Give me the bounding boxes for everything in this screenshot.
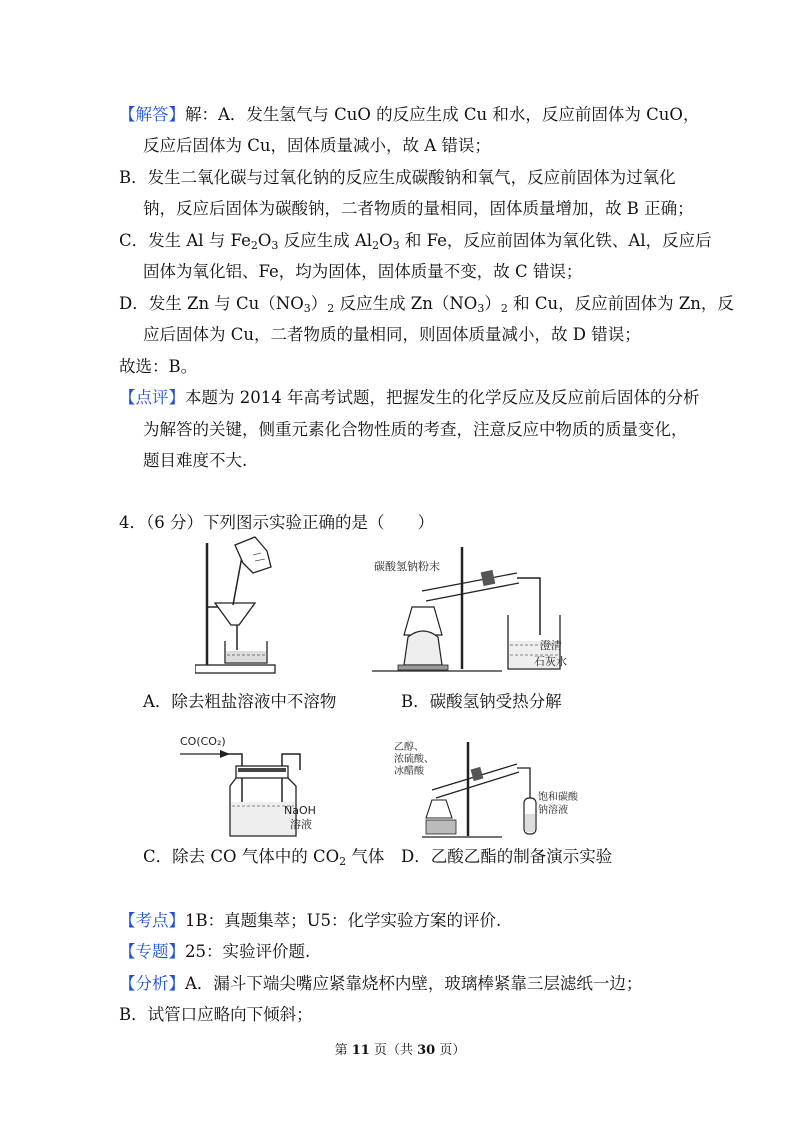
answer-line-2: 反应后固体为 Cu，固体质量减小，故 A 错误；	[143, 136, 491, 155]
option-d: D．乙酸乙酯的制备演示实验	[401, 847, 613, 866]
label-acetic-acid: 冰醋酸	[394, 766, 424, 777]
total-pages: 30	[417, 1043, 436, 1058]
label-sodium-solution: 钠溶液	[538, 805, 568, 816]
comment-line-3: 题目难度不大.	[143, 451, 248, 470]
label-clear-1: 澄清	[540, 639, 562, 652]
answer-line-c2: 固体为氧化铝、Fe，均为固体，固体质量不变，故 C 错误；	[143, 262, 583, 281]
key-point-tag: 【考点】	[119, 911, 185, 930]
label-saturated-carbonate: 饱和碳酸	[538, 792, 578, 803]
analysis-tag: 【分析】	[119, 974, 185, 993]
answer-line-1: 【解答】解：A．发生氢气与 CuO 的反应生成 Cu 和水，反应前固体为 CuO，	[119, 105, 700, 124]
label-solution: 溶液	[290, 818, 312, 831]
figure-d-ester-prep	[392, 738, 582, 840]
label-gas-mixture: CO(CO₂)	[180, 735, 226, 748]
option-b: B．碳酸氢钠受热分解	[401, 692, 562, 711]
answer-line-d2: 应后固体为 Cu，二者物质的量相同，则固体质量减小，故 D 错误；	[143, 325, 641, 344]
analysis-line-b: B．试管口应略向下倾斜；	[119, 1005, 313, 1024]
comment-line-1: 【点评】本题为 2014 年高考试题，把握发生的化学反应及反应前后固体的分析	[119, 388, 700, 407]
label-naoh: NaOH	[284, 804, 316, 817]
topic-tag: 【专题】	[119, 942, 185, 961]
topic-line: 【专题】25：实验评价题.	[119, 942, 311, 961]
figure-a-filtration	[195, 535, 300, 675]
answer-line-c1: C．发生 Al 与 $Fe_2O_3$ 反应生成 $Al_2O_3$ 和 Fe，反应前固体为氧化铁、Al，反应后	[119, 231, 712, 252]
comment-line-2: 为解答的关键，侧重元素化合物性质的考查，注意反应中物质的质量变化，	[143, 420, 688, 439]
option-a: A．除去粗盐溶液中不溶物	[143, 692, 337, 711]
answer-choice: 故选：B。	[119, 357, 198, 376]
key-point-line: 【考点】1B：真题集萃；U5：化学实验方案的评价.	[119, 911, 502, 930]
figure-b-heating	[372, 545, 572, 677]
analysis-line: 【分析】A．漏斗下端尖嘴应紧靠烧杯内壁，玻璃棒紧靠三层滤纸一边；	[119, 974, 643, 993]
question-4-stem: 4．（6 分）下列图示实验正确的是（ ）	[119, 513, 434, 532]
label-sodium-bicarbonate: 碳酸氢钠粉末	[374, 560, 440, 573]
option-c: C．除去 CO 气体中的 $CO_2$ 气体	[143, 847, 385, 868]
answer-line-b1: B．发生二氧化碳与过氧化钠的反应生成碳酸钠和氧气，反应前固体为过氧化	[119, 168, 676, 187]
answer-tag: 【解答】	[119, 105, 185, 124]
comment-tag: 【点评】	[119, 388, 185, 407]
page-number: 11	[351, 1043, 370, 1058]
answer-line-b2: 钠，反应后固体为碳酸钠，二者物质的量相同，固体质量增加，故 B 正确；	[143, 199, 694, 218]
label-ethanol: 乙醇、	[394, 742, 424, 753]
label-limewater: 石灰水	[534, 655, 567, 668]
figure-c-wash-bottle	[180, 732, 330, 840]
page-footer: 第 11 页（共 30 页）	[334, 1043, 466, 1058]
answer-line-d1: D．发生 Zn 与 $Cu(NO_3)_2$ 反应生成 $Zn(NO_3)_2$ 和 Cu，反应前固体为 Zn，反	[119, 294, 734, 315]
label-sulfuric-acid: 浓硫酸、	[394, 754, 434, 765]
